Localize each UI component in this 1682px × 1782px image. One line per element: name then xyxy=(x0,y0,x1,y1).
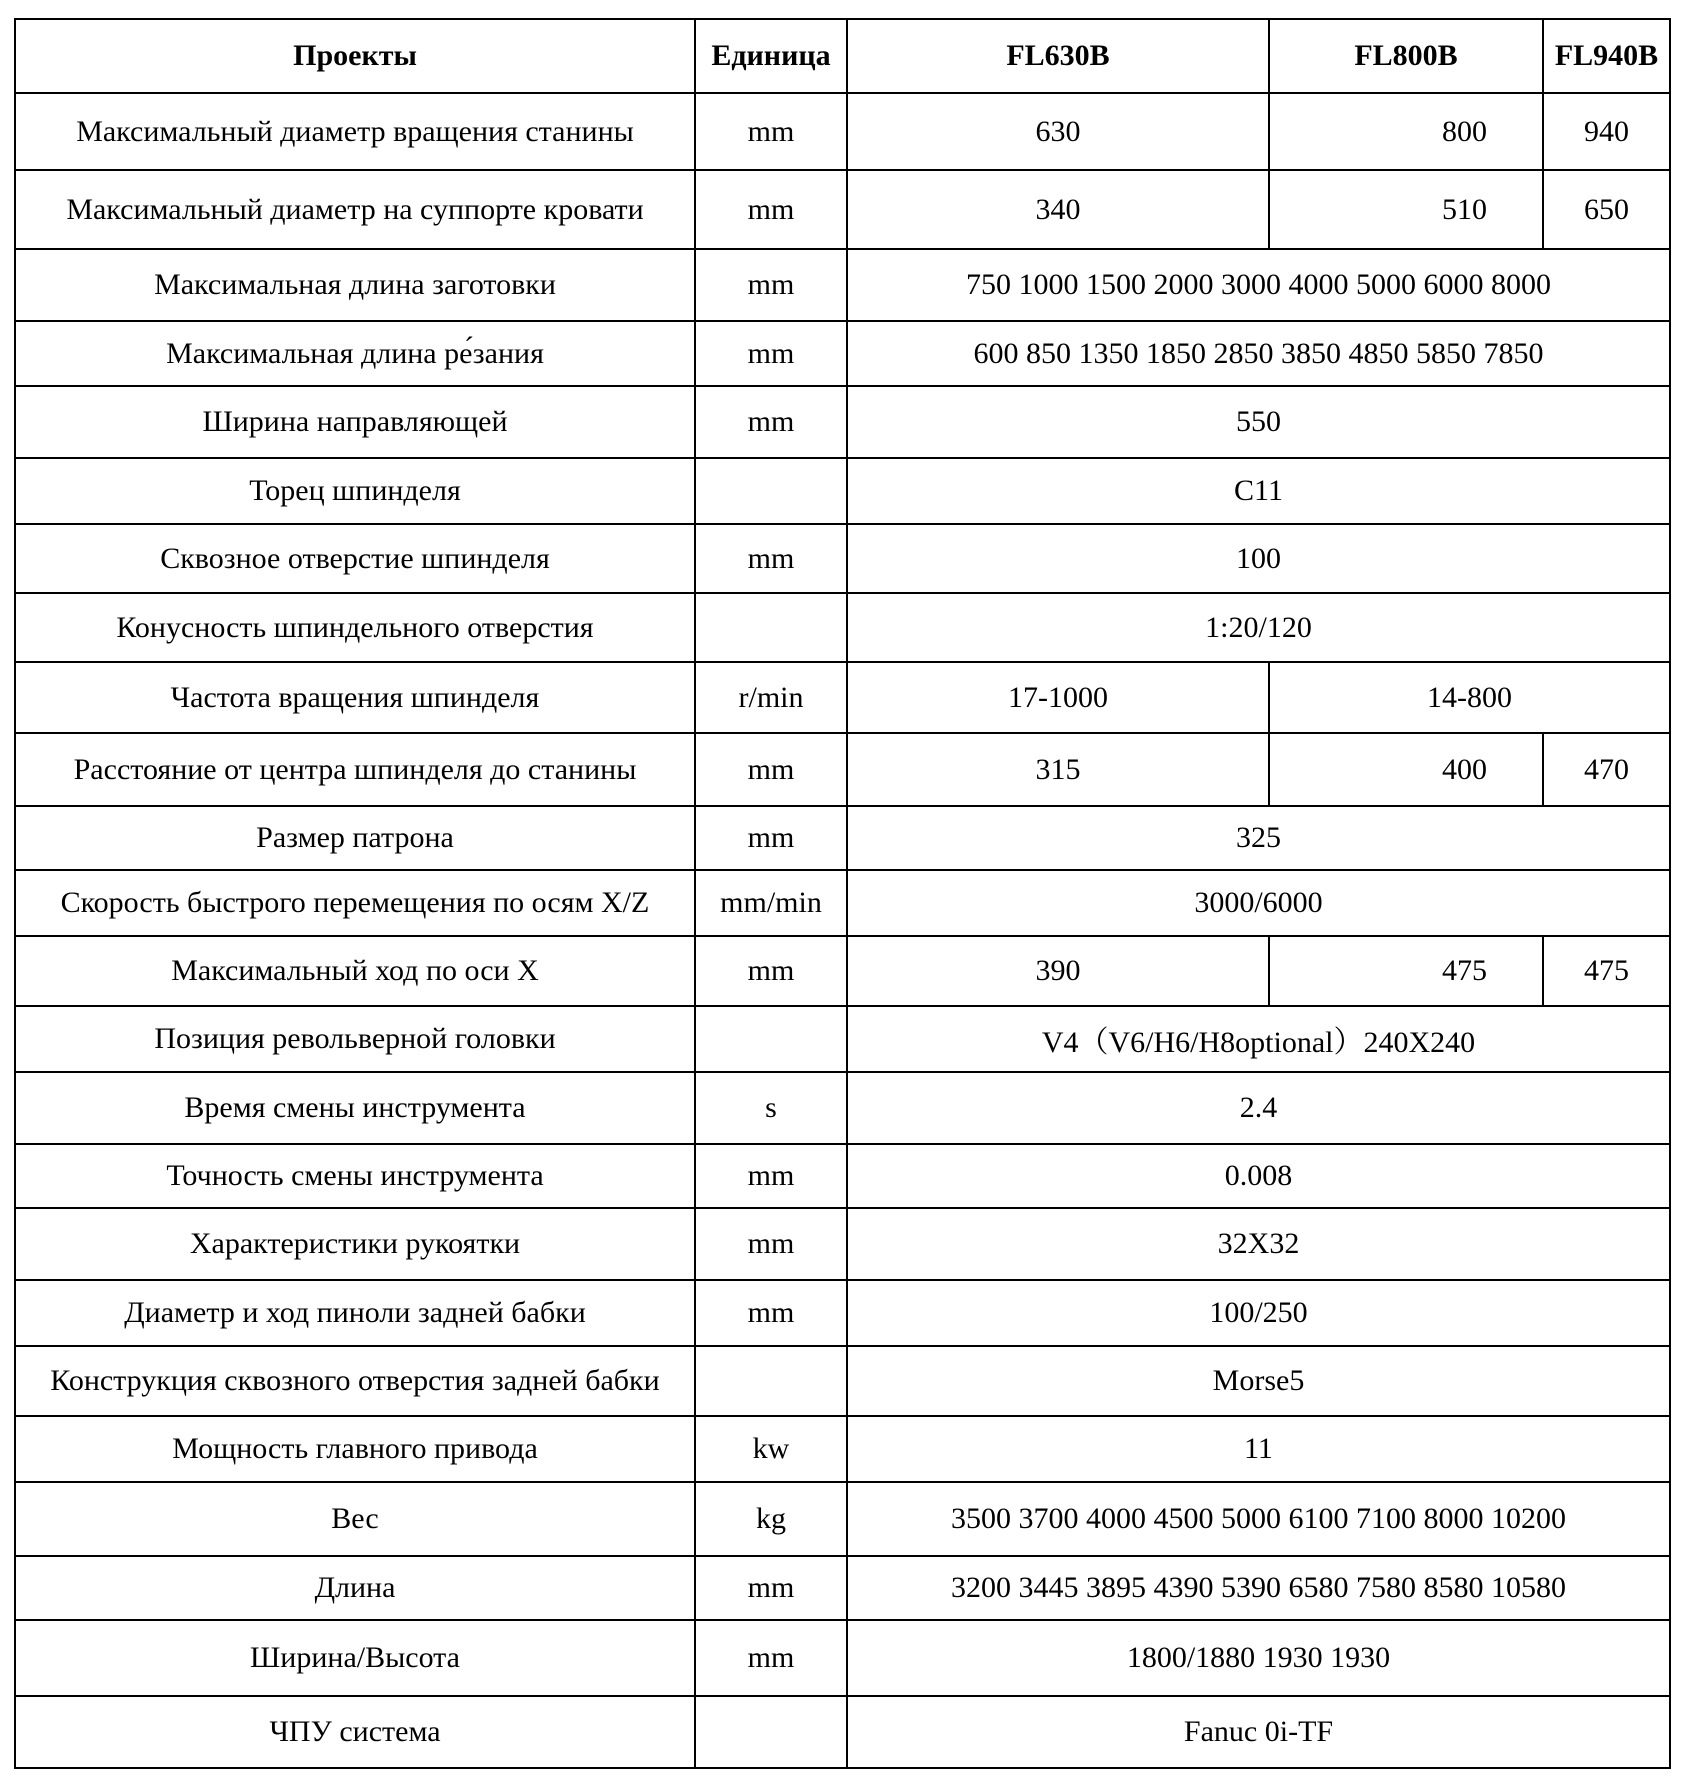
value-fl630b: 17-1000 xyxy=(847,662,1269,733)
table-row xyxy=(15,249,1670,321)
row-name: Конструкция сквозного отверстия задней бабки xyxy=(15,1346,695,1416)
row-value: 600 850 1350 1850 2850 3850 4850 5850 7850 xyxy=(847,321,1670,386)
row-value: V4（V6/H6/H8optional）240X240 xyxy=(847,1006,1670,1072)
row-unit: s xyxy=(695,1072,847,1144)
row-name: Максимальный ход по оси X xyxy=(15,936,695,1006)
row-unit: mm xyxy=(695,1208,847,1280)
value-fl940b: 470 xyxy=(1543,733,1670,806)
row-name: Время смены инструмента xyxy=(15,1072,695,1144)
row-unit: kw xyxy=(695,1416,847,1482)
row-unit: mm xyxy=(695,1280,847,1346)
row-unit: mm xyxy=(695,806,847,870)
row-value: 11 xyxy=(847,1416,1670,1482)
row-value: Fanuc 0i-TF xyxy=(847,1696,1670,1768)
table-row xyxy=(15,1556,1670,1620)
table-row xyxy=(15,662,1670,733)
row-name: Диаметр и ход пиноли задней бабки xyxy=(15,1280,695,1346)
value-fl630b: 390 xyxy=(847,936,1269,1006)
row-value: 0.008 xyxy=(847,1144,1670,1208)
row-name: Максимальная длина ре́зания xyxy=(15,321,695,386)
table-row xyxy=(15,1280,1670,1346)
table-row xyxy=(15,593,1670,662)
value-fl940b: 650 xyxy=(1543,170,1670,249)
spec-table xyxy=(14,18,1671,1769)
table-row xyxy=(15,1620,1670,1696)
header-model-fl940b: FL940B xyxy=(1543,19,1670,93)
value-fl940b: 940 xyxy=(1543,93,1670,170)
row-name: Размер патрона xyxy=(15,806,695,870)
row-value: 1:20/120 xyxy=(847,593,1670,662)
row-value: 3000/6000 xyxy=(847,870,1670,936)
row-name: Торец шпинделя xyxy=(15,458,695,524)
row-unit xyxy=(695,1006,847,1072)
row-name: Точность смены инструмента xyxy=(15,1144,695,1208)
row-name: Расстояние от центра шпинделя до станины xyxy=(15,733,695,806)
value-fl800b: 510 xyxy=(1269,170,1543,249)
row-unit: mm xyxy=(695,386,847,458)
row-value: 325 xyxy=(847,806,1670,870)
row-unit xyxy=(695,1696,847,1768)
value-fl630b: 315 xyxy=(847,733,1269,806)
table-row xyxy=(15,733,1670,806)
row-value: 550 xyxy=(847,386,1670,458)
header-row xyxy=(15,19,1670,93)
row-value: 3200 3445 3895 4390 5390 6580 7580 8580 10580 xyxy=(847,1556,1670,1620)
row-value: Morse5 xyxy=(847,1346,1670,1416)
row-value: 100 xyxy=(847,524,1670,593)
row-name: ЧПУ система xyxy=(15,1696,695,1768)
row-name: Длина xyxy=(15,1556,695,1620)
row-value: C11 xyxy=(847,458,1670,524)
value-fl630b: 340 xyxy=(847,170,1269,249)
table-row xyxy=(15,1006,1670,1072)
row-unit: mm xyxy=(695,1620,847,1696)
table-row xyxy=(15,1346,1670,1416)
table-row xyxy=(15,1696,1670,1768)
row-name: Скорость быстрого перемещения по осям X/Z xyxy=(15,870,695,936)
row-unit: mm xyxy=(695,733,847,806)
row-name: Мощность главного привода xyxy=(15,1416,695,1482)
header-model-fl800b: FL800B xyxy=(1269,19,1543,93)
row-unit: mm xyxy=(695,249,847,321)
table-row xyxy=(15,93,1670,170)
row-name: Максимальная длина заготовки xyxy=(15,249,695,321)
table-row xyxy=(15,936,1670,1006)
row-name: Максимальный диаметр на суппорте кровати xyxy=(15,170,695,249)
row-unit: mm xyxy=(695,524,847,593)
table-row xyxy=(15,524,1670,593)
table-row xyxy=(15,458,1670,524)
table-row xyxy=(15,806,1670,870)
table-row xyxy=(15,321,1670,386)
table-row xyxy=(15,1482,1670,1556)
row-unit: mm xyxy=(695,1144,847,1208)
row-unit: mm xyxy=(695,321,847,386)
row-name: Позиция револьверной головки xyxy=(15,1006,695,1072)
header-project: Проекты xyxy=(15,19,695,93)
row-name: Конусность шпиндельного отверстия xyxy=(15,593,695,662)
table-row xyxy=(15,1208,1670,1280)
row-unit xyxy=(695,593,847,662)
value-fl800b: 400 xyxy=(1269,733,1543,806)
row-unit xyxy=(695,458,847,524)
row-value: 32X32 xyxy=(847,1208,1670,1280)
value-fl800b: 475 xyxy=(1269,936,1543,1006)
table-row xyxy=(15,1144,1670,1208)
row-unit: mm xyxy=(695,170,847,249)
row-unit: mm/min xyxy=(695,870,847,936)
header-unit: Единица xyxy=(695,19,847,93)
table-row xyxy=(15,386,1670,458)
row-unit: mm xyxy=(695,936,847,1006)
row-name: Характеристики рукоятки xyxy=(15,1208,695,1280)
table-row xyxy=(15,1072,1670,1144)
header-model-fl630b: FL630B xyxy=(847,19,1269,93)
row-value: 1800/1880 1930 1930 xyxy=(847,1620,1670,1696)
value-fl800b-fl940b: 14-800 xyxy=(1269,662,1670,733)
row-value: 750 1000 1500 2000 3000 4000 5000 6000 8000 xyxy=(847,249,1670,321)
row-value: 3500 3700 4000 4500 5000 6100 7100 8000 10200 xyxy=(847,1482,1670,1556)
row-name: Ширина/Высота xyxy=(15,1620,695,1696)
table-row xyxy=(15,870,1670,936)
row-name: Вес xyxy=(15,1482,695,1556)
row-name: Ширина направляющей xyxy=(15,386,695,458)
row-name: Частота вращения шпинделя xyxy=(15,662,695,733)
value-fl800b: 800 xyxy=(1269,93,1543,170)
row-unit: mm xyxy=(695,93,847,170)
row-unit: r/min xyxy=(695,662,847,733)
value-fl630b: 630 xyxy=(847,93,1269,170)
row-value: 100/250 xyxy=(847,1280,1670,1346)
row-unit xyxy=(695,1346,847,1416)
table-row xyxy=(15,170,1670,249)
table-row xyxy=(15,1416,1670,1482)
row-name: Максимальный диаметр вращения станины xyxy=(15,93,695,170)
row-unit: mm xyxy=(695,1556,847,1620)
row-name: Сквозное отверстие шпинделя xyxy=(15,524,695,593)
row-unit: kg xyxy=(695,1482,847,1556)
value-fl940b: 475 xyxy=(1543,936,1670,1006)
row-value: 2.4 xyxy=(847,1072,1670,1144)
